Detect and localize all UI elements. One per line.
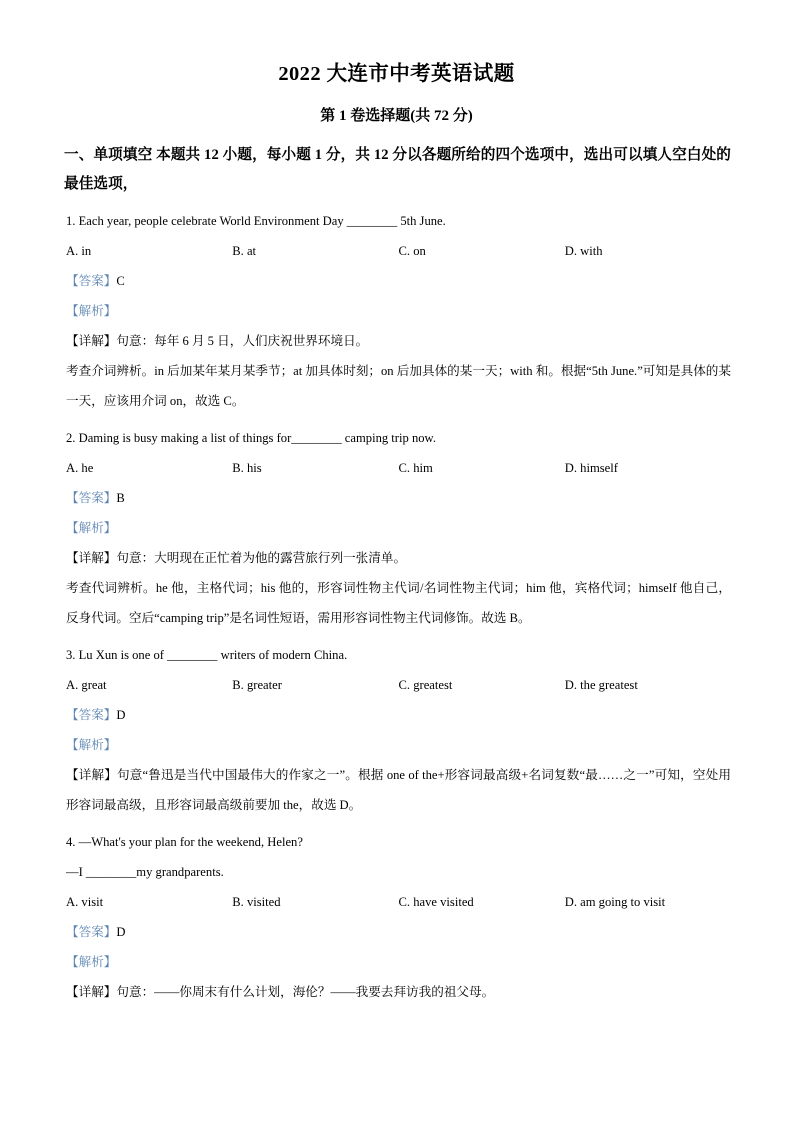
answer-value: D — [116, 707, 126, 722]
page-title: 2022 大连市中考英语试题 — [278, 63, 515, 85]
option-row — [0, 236, 793, 266]
answer-label: 【答案】 — [66, 707, 117, 722]
answer-value: D — [116, 924, 126, 939]
question-stem-second-line: ―I ________my grandparents. — [66, 864, 224, 879]
question-block-4 — [0, 820, 793, 1007]
detail-text: 【详解】句意：每年 6 月 5 日，人们庆祝世界环境日。 — [66, 333, 369, 348]
option-row — [0, 453, 793, 483]
option-a[interactable]: A. visit — [66, 894, 104, 909]
option-d[interactable]: D. with — [564, 243, 603, 258]
analysis-line — [0, 296, 793, 326]
explanation-text: 考查代词辨析。he 他，主格代词；his 他的，形容词性物主代词/名词性物主代词；him 他，宾格代词；himself 他自己，反身代词。空后“camping trip”是名词性短语，需用形容词性物主代词修饰。故选 B。 — [66, 580, 731, 625]
option-row — [0, 670, 793, 700]
analysis-line — [0, 730, 793, 760]
analysis-label: 【解析】 — [66, 737, 117, 752]
option-c[interactable]: C. have visited — [398, 894, 474, 909]
answer-label: 【答案】 — [66, 273, 117, 288]
analysis-label: 【解析】 — [66, 954, 117, 969]
option-c[interactable]: C. greatest — [398, 677, 453, 692]
answer-value: B — [116, 490, 125, 505]
analysis-label: 【解析】 — [66, 303, 117, 318]
option-a[interactable]: A. he — [66, 460, 94, 475]
question-block-2 — [0, 416, 793, 633]
answer-label: 【答案】 — [66, 924, 117, 939]
question-stem: 4. ―What's your plan for the weekend, Helen? — [66, 834, 303, 849]
detail-text: 【详解】句意：——你周末有什么计划，海伦？——我要去拜访我的祖父母。 — [66, 984, 495, 999]
option-c[interactable]: C. him — [398, 460, 433, 475]
option-b[interactable]: B. greater — [232, 677, 282, 692]
section-heading: 一、单项填空 本题共 12 小题，每小题 1 分，共 12 分以各题所给的四个选项中，选出可以填人空白处的最佳选项， — [64, 146, 731, 192]
question-stem: 3. Lu Xun is one of ________ writers of modern China. — [66, 647, 348, 662]
analysis-label: 【解析】 — [66, 520, 117, 535]
page-subtitle: 第 1 卷选择题(共 72 分) — [320, 107, 473, 124]
explanation-text: 考查介词辨析。in 后加某年某月某季节；at 加具体时刻；on 后加具体的某一天；with 和。根据“5th June.”可知是具体的某一天，应该用介词 on，故选 C。 — [66, 363, 731, 408]
answer-line — [0, 483, 793, 513]
option-b[interactable]: B. visited — [232, 894, 281, 909]
option-d[interactable]: D. am going to visit — [564, 894, 666, 909]
answer-line — [0, 700, 793, 730]
option-c[interactable]: C. on — [398, 243, 426, 258]
analysis-line — [0, 947, 793, 977]
option-b[interactable]: B. at — [232, 243, 257, 258]
option-d[interactable]: D. the greatest — [564, 677, 638, 692]
option-b[interactable]: B. his — [232, 460, 262, 475]
detail-text: 【详解】句意：大明现在正忙着为他的露营旅行列一张清单。 — [66, 550, 407, 565]
option-row — [0, 887, 793, 917]
answer-label: 【答案】 — [66, 490, 117, 505]
option-a[interactable]: A. in — [66, 243, 92, 258]
detail-text: 【详解】句意“鲁迅是当代中国最伟大的作家之一”。根据 one of the+形容词最高级+名词复数“最……之一”可知，空处用形容词最高级，且形容词最高级前要加 the，故选 D。 — [66, 767, 731, 812]
answer-value: C — [116, 273, 125, 288]
question-block-1 — [0, 199, 793, 416]
analysis-line — [0, 513, 793, 543]
answer-line — [0, 917, 793, 947]
question-block-3 — [0, 633, 793, 820]
option-d[interactable]: D. himself — [564, 460, 618, 475]
option-a[interactable]: A. great — [66, 677, 107, 692]
question-stem: 2. Daming is busy making a list of things for________ camping trip now. — [66, 430, 436, 445]
question-stem: 1. Each year, people celebrate World Environment Day ________ 5th June. — [66, 213, 446, 228]
answer-line — [0, 266, 793, 296]
